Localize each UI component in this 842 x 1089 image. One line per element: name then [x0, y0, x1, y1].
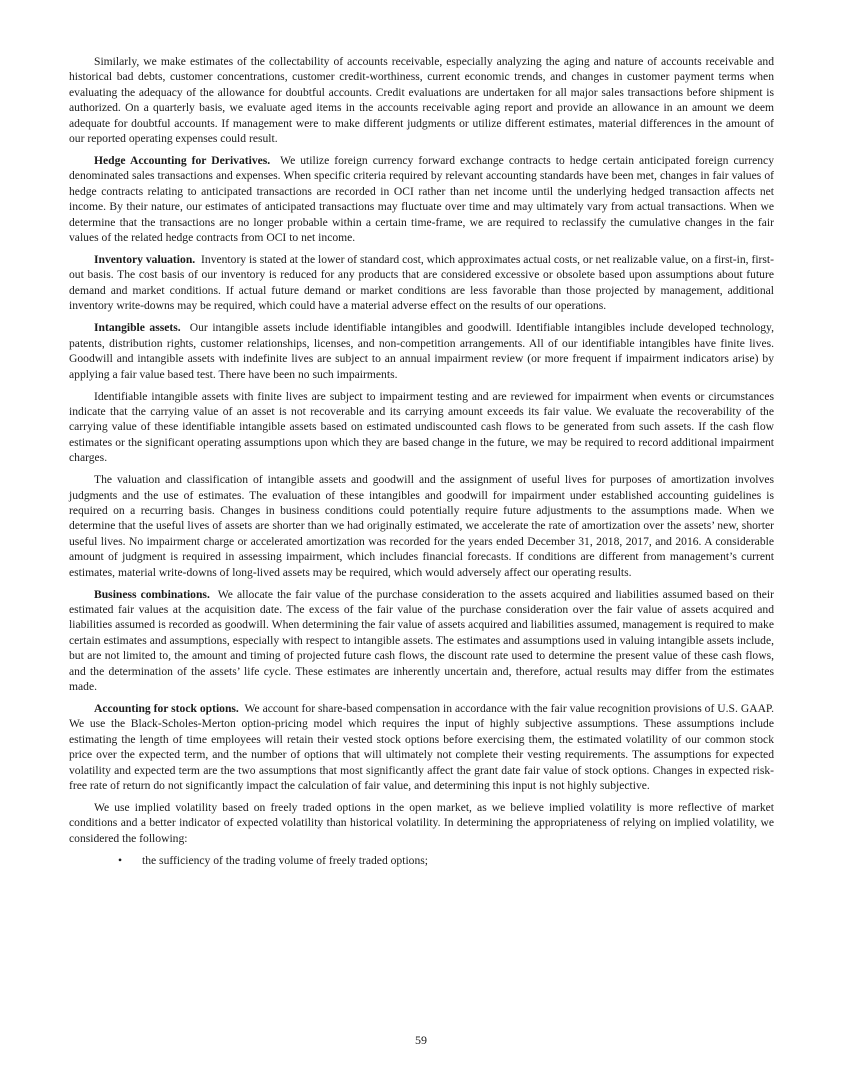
paragraph-text: We use implied volatility based on freely traded options in the open market, as we believe implied volatility is more reflective of market conditions and a better indicator of expected volatility than historical volatility. In determining the appropriateness of relying on implied volatility, we considered the following:: [69, 801, 774, 845]
paragraph-text: Identifiable intangible assets with finite lives are subject to impairment testing and are reviewed for impairment when events or circumstances indicate that the carrying value of an asset is not recoverable and its carrying amount exceeds its fair value. We evaluate the recoverability of the carrying value of these identifiable intangible assets based on estimated undiscounted cash flows to be generated from such assets. If the cash flow estimates or the significant operating assumptions upon which they are based change in the future, we may be required to record additional impairment charges.: [69, 389, 774, 465]
paragraph-text: The valuation and classification of intangible assets and goodwill and the assignment of useful lives for purposes of amortization involves judgments and the use of estimates. The evaluation of these intangibles and goodwill for impairment under established accounting guidelines is required on a recurring basis. Changes in business conditions could potentially require future adjustments to the assumptions made. When we determine that the useful lives of assets are shorter than we had originally estimated, we accelerate the rate of amortization over the assets’ new, shorter useful lives. No impairment charge or accelerated amortization was recorded for the years ended December 31, 2018, 2017, and 2016. A considerable amount of judgment is required in assessing impairment, which includes financial forecasts. If conditions are different from management’s current estimates, material write-downs of long-lived assets may be required, which would adversely affect our operating results.: [69, 473, 774, 579]
paragraph-hedge-accounting: [69, 153, 774, 245]
section-heading-inventory-valuation: Inventory valuation.: [94, 253, 196, 267]
bullet-list-item: [69, 853, 774, 868]
paragraph-business-combinations: [69, 587, 774, 695]
paragraph-receivables: [69, 54, 774, 146]
paragraph-text: We utilize foreign currency forward exchange contracts to hedge certain anticipated foreign currency denominated sales transactions and expenses. When specific criteria required by relevant accounting standards have been met, changes in fair values of hedge contracts relating to anticipated transactions are recorded in OCI rather than net income until the underlying hedged transaction affects net income. By their nature, our estimates of anticipated transactions may fluctuate over time and may ultimately vary from actual transactions. When we determine that the transactions are no longer probable within a certain time-frame, we are required to reclassify the cumulative changes in the fair values of the related hedge contracts from OCI to net income.: [69, 154, 774, 245]
paragraph-valuation-classification: [69, 472, 774, 580]
section-heading-hedge-accounting: Hedge Accounting for Derivatives.: [94, 154, 271, 168]
paragraph-intangible-assets: [69, 320, 774, 382]
paragraph-implied-volatility: [69, 800, 774, 846]
paragraph-finite-lives: [69, 389, 774, 466]
bullet-text: the sufficiency of the trading volume of freely traded options;: [142, 853, 428, 867]
paragraph-text: We account for share-based compensation in accordance with the fair value recognition provisions of U.S. GAAP. We use the Black-Scholes-Merton option-pricing model which requires the input of highly subjective assumptions. These assumptions include estimating the length of time employees will retain their vested stock options before exercising them, the estimated volatility of our common stock price over the expected term, and the number of options that will ultimately not complete their vesting requirements. The assumptions for expected volatility and expected term are the two assumptions that most significantly affect the grant date fair value of stock options. Changes in expected risk-free rate of return do not significantly impact the calculation of fair value, and determining this input is not highly subjective.: [69, 702, 774, 793]
page-number: 59: [415, 1033, 427, 1047]
paragraph-text: We allocate the fair value of the purchase consideration to the assets acquired and liabilities assumed based on their estimated fair values at the acquisition date. The excess of the fair value of the purchase consideration over the fair value of assets acquired and liabilities assumed is recorded as goodwill. When determining the fair value of assets acquired and liabilities assumed, management is required to make certain estimates and assumptions, especially with respect to intangible assets. The estimates and assumptions used in valuing intangible assets include, but are not limited to, the amount and timing of projected future cash flows, the discount rate used to determine the present value of these cash flows, and the determination of the assets’ life cycle. These estimates are inherently uncertain and, therefore, actual results may differ from the estimates made.: [69, 587, 774, 693]
section-heading-stock-options: Accounting for stock options.: [94, 702, 239, 715]
paragraph-text: Our intangible assets include identifiable intangibles and goodwill. Identifiable intangibles include developed technology, patents, distribution rights, customer relationships, licenses, and non-competition arrangements. All of our identifiable intangibles have finite lives. Goodwill and intangible assets with indefinite lives are subject to an annual impairment review (or more frequent if impairment indicators arise) by applying a fair value based test. There have been no such impairments.: [69, 321, 774, 381]
paragraph-stock-options: [69, 701, 774, 793]
paragraph-inventory-valuation: [69, 252, 774, 314]
section-heading-business-combinations: Business combinations.: [94, 587, 210, 601]
bullet-icon: •: [118, 853, 123, 867]
document-page: [69, 54, 774, 868]
paragraph-text: Inventory is stated at the lower of standard cost, which approximates actual costs, or net realizable value, on a first-in, first-out basis. The cost basis of our inventory is reduced for any products that are considered excessive or obsolete based upon assumptions about future demand and market conditions. If actual future demand or market conditions are less favorable than those projected by management, additional inventory write-downs may be required, which could have a material adverse effect on the results of our operations.: [69, 253, 775, 313]
section-heading-intangible-assets: Intangible assets.: [94, 321, 181, 335]
paragraph-text: Similarly, we make estimates of the collectability of accounts receivable, especially analyzing the aging and nature of accounts receivable and historical bad debts, customer concentrations, customer credit-worthiness, current economic trends, and changes in customer payment terms when evaluating the adequacy of the allowance for doubtful accounts. Credit evaluations are undertaken for all major sales transactions before shipment is authorized. On a quarterly basis, we evaluate aged items in the accounts receivable aging report and provide an allowance in an amount we deem adequate for doubtful accounts. If management were to make different judgments or utilize different estimates, material differences in the amount of our reported operating expenses could result.: [69, 55, 774, 146]
